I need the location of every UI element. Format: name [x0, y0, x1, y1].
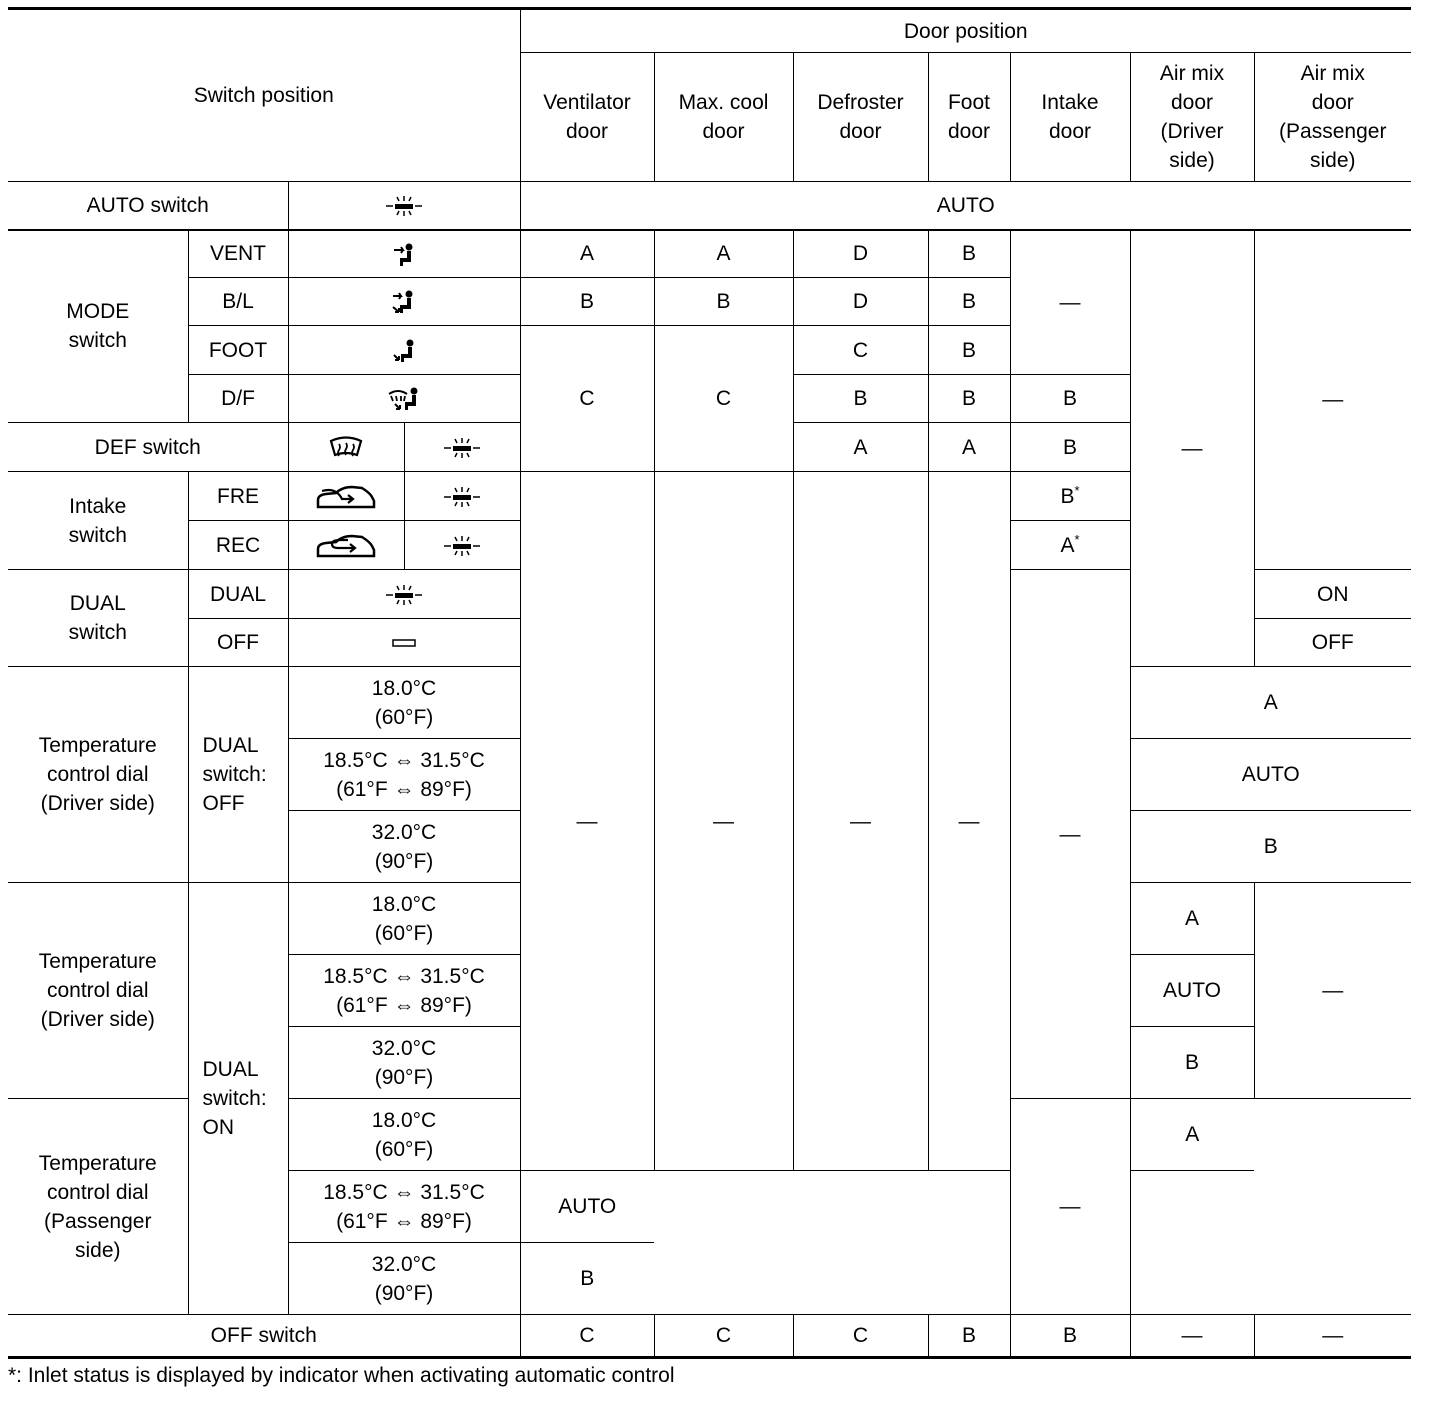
- off-intake: B: [1010, 1315, 1130, 1358]
- vent-mode-icon: [391, 242, 417, 268]
- mode-df-intake: B: [1010, 375, 1130, 423]
- temp-setting-high: 32.0°C (90°F): [288, 811, 520, 883]
- temp-setting-high: 32.0°C (90°F): [288, 1243, 520, 1315]
- mode-vent-defroster: D: [793, 230, 928, 278]
- off-maxcool: C: [654, 1315, 793, 1358]
- dual-on-value: ON: [1254, 570, 1411, 619]
- mode-intake-merged: —: [1010, 230, 1130, 375]
- mode-bl-ventilator: B: [520, 278, 654, 326]
- off-switch-label: OFF switch: [8, 1315, 520, 1358]
- temp-dial-passenger: Temperature control dial (Passenger side): [8, 1099, 188, 1315]
- intake-rec-value: A*: [1010, 521, 1130, 570]
- mode-vent-ventilator: A: [520, 230, 654, 278]
- dual-off-value: OFF: [1254, 619, 1411, 667]
- mode-bl-maxcool: B: [654, 278, 793, 326]
- dual-dual-icon-cell: [288, 570, 520, 619]
- intake-rec-icon-cell: [288, 521, 404, 570]
- temp-dial-driver-1: Temperature control dial (Driver side): [8, 667, 188, 883]
- intake-rec-indicator-cell: [404, 521, 520, 570]
- off-foot: B: [928, 1315, 1010, 1358]
- dual-switch-off-label: DUAL switch: OFF: [188, 667, 288, 883]
- bilevel-mode-icon: [390, 289, 418, 315]
- column-foot-door: Foot door: [928, 53, 1010, 182]
- mode-foot-icon-cell: [288, 326, 520, 375]
- airmix-driver-low: A: [1130, 883, 1254, 955]
- dual-off-icon-cell: [288, 619, 520, 667]
- intake-rec-name: REC: [188, 521, 288, 570]
- mode-switch-label: MODE switch: [8, 230, 188, 423]
- mode-df-defroster: B: [793, 375, 928, 423]
- airmix-driver-mid: AUTO: [1130, 955, 1254, 1027]
- dual-switch-on-label: DUAL switch: ON: [188, 883, 288, 1315]
- column-ventilator-door: Ventilator door: [520, 53, 654, 182]
- temp-setting-low: 18.0°C (60°F): [288, 1099, 520, 1171]
- lower-foot-dash: —: [928, 472, 1010, 1171]
- fresh-air-icon: [314, 483, 378, 511]
- mode-bl-name: B/L: [188, 278, 288, 326]
- temp-setting-low: 18.0°C (60°F): [288, 883, 520, 955]
- indicator-on-icon: [442, 486, 482, 508]
- indicator-on-icon: [442, 437, 482, 459]
- mode-foot-name: FOOT: [188, 326, 288, 375]
- mode-maxcool-merged: C: [654, 326, 793, 472]
- airmix-both-high: B: [1130, 811, 1411, 883]
- door-position-label: Door position: [903, 19, 1028, 43]
- switch-position-label: Switch position: [193, 84, 334, 107]
- indicator-on-icon: [442, 535, 482, 557]
- lower-ventilator-dash: —: [520, 472, 654, 1171]
- def-foot: A: [928, 423, 1010, 472]
- intake-fre-indicator-cell: [404, 472, 520, 521]
- column-air-mix-driver: Air mix door (Driver side): [1130, 53, 1254, 182]
- mode-df-name: D/F: [188, 375, 288, 423]
- temp-setting-low: 18.0°C (60°F): [288, 667, 520, 739]
- mode-vent-icon-cell: [288, 230, 520, 278]
- auto-switch-label: AUTO switch: [8, 182, 288, 230]
- door-position-table: [8, 7, 1411, 1359]
- column-intake-door: Intake door: [1010, 53, 1130, 182]
- off-airmix-passenger: —: [1254, 1315, 1411, 1358]
- footnote: *: Inlet status is displayed by indicator when activating automatic control: [8, 1364, 675, 1387]
- temp-setting-mid: 18.5°C ⇔ 31.5°C (61°F ⇔ 89°F): [288, 955, 520, 1027]
- mode-ventilator-merged: C: [520, 326, 654, 472]
- indicator-off-icon: [391, 637, 417, 649]
- intake-fre-icon-cell: [288, 472, 404, 521]
- recirculation-icon: [314, 532, 378, 560]
- column-max-cool-door: Max. cool door: [654, 53, 793, 182]
- column-defroster-door: Defroster door: [793, 53, 928, 182]
- dual-off-name: OFF: [188, 619, 288, 667]
- indicator-on-icon: [384, 584, 424, 606]
- auto-row-value: AUTO: [520, 182, 1411, 230]
- def-defroster: A: [793, 423, 928, 472]
- temp-setting-mid: 18.5°C ⇔ 31.5°C (61°F ⇔ 89°F): [288, 1171, 520, 1243]
- off-airmix-driver: —: [1130, 1315, 1254, 1358]
- mode-foot-defroster: C: [793, 326, 928, 375]
- lower-defroster-dash: —: [793, 472, 928, 1171]
- lower-intake-dash: —: [1010, 570, 1130, 1099]
- mode-bl-foot: B: [928, 278, 1010, 326]
- temp-dial-driver-2: Temperature control dial (Driver side): [8, 883, 188, 1099]
- airmix-driver-high: B: [1130, 1027, 1254, 1099]
- indicator-on-icon: [384, 195, 424, 217]
- temp-setting-mid: 18.5°C ⇔ 31.5°C (61°F ⇔ 89°F): [288, 739, 520, 811]
- mode-df-foot: B: [928, 375, 1010, 423]
- intake-fre-name: FRE: [188, 472, 288, 521]
- def-foot-mode-icon: [387, 386, 421, 412]
- off-ventilator: C: [520, 1315, 654, 1358]
- def-icon-cell: [288, 423, 404, 472]
- temp-setting-high: 32.0°C (90°F): [288, 1027, 520, 1099]
- mode-vent-name: VENT: [188, 230, 288, 278]
- mode-vent-foot: B: [928, 230, 1010, 278]
- intake-fre-value: B*: [1010, 472, 1130, 521]
- dual-switch-label: DUAL switch: [8, 570, 188, 667]
- mode-df-icon-cell: [288, 375, 520, 423]
- dual-dual-name: DUAL: [188, 570, 288, 619]
- mode-foot-foot: B: [928, 326, 1010, 375]
- airmix-passenger-upper: —: [1254, 230, 1411, 570]
- airmix-passenger-dash: —: [1254, 883, 1411, 1099]
- off-defroster: C: [793, 1315, 928, 1358]
- door-position-header: [520, 9, 1411, 53]
- foot-mode-icon: [391, 338, 417, 364]
- lower-maxcool-dash: —: [654, 472, 793, 1171]
- mode-vent-maxcool: A: [654, 230, 793, 278]
- intake-switch-label: Intake switch: [8, 472, 188, 570]
- airmix-both-mid: AUTO: [1130, 739, 1411, 811]
- def-indicator-cell: [404, 423, 520, 472]
- mode-bl-icon-cell: [288, 278, 520, 326]
- airmix-passenger-high: B: [520, 1243, 654, 1315]
- mode-bl-defroster: D: [793, 278, 928, 326]
- airmix-driver-upper: —: [1130, 230, 1254, 667]
- airmix-driver-dash: —: [1010, 1099, 1130, 1315]
- auto-indicator-cell: [288, 182, 520, 230]
- column-air-mix-passenger: Air mix door (Passenger side): [1254, 53, 1411, 182]
- airmix-passenger-mid: AUTO: [520, 1171, 654, 1243]
- def-intake: B: [1010, 423, 1130, 472]
- defroster-icon: [328, 435, 364, 461]
- airmix-passenger-low: A: [1130, 1099, 1254, 1171]
- switch-position-header: [8, 9, 520, 182]
- def-switch-label: DEF switch: [8, 423, 288, 472]
- airmix-both-low: A: [1130, 667, 1411, 739]
